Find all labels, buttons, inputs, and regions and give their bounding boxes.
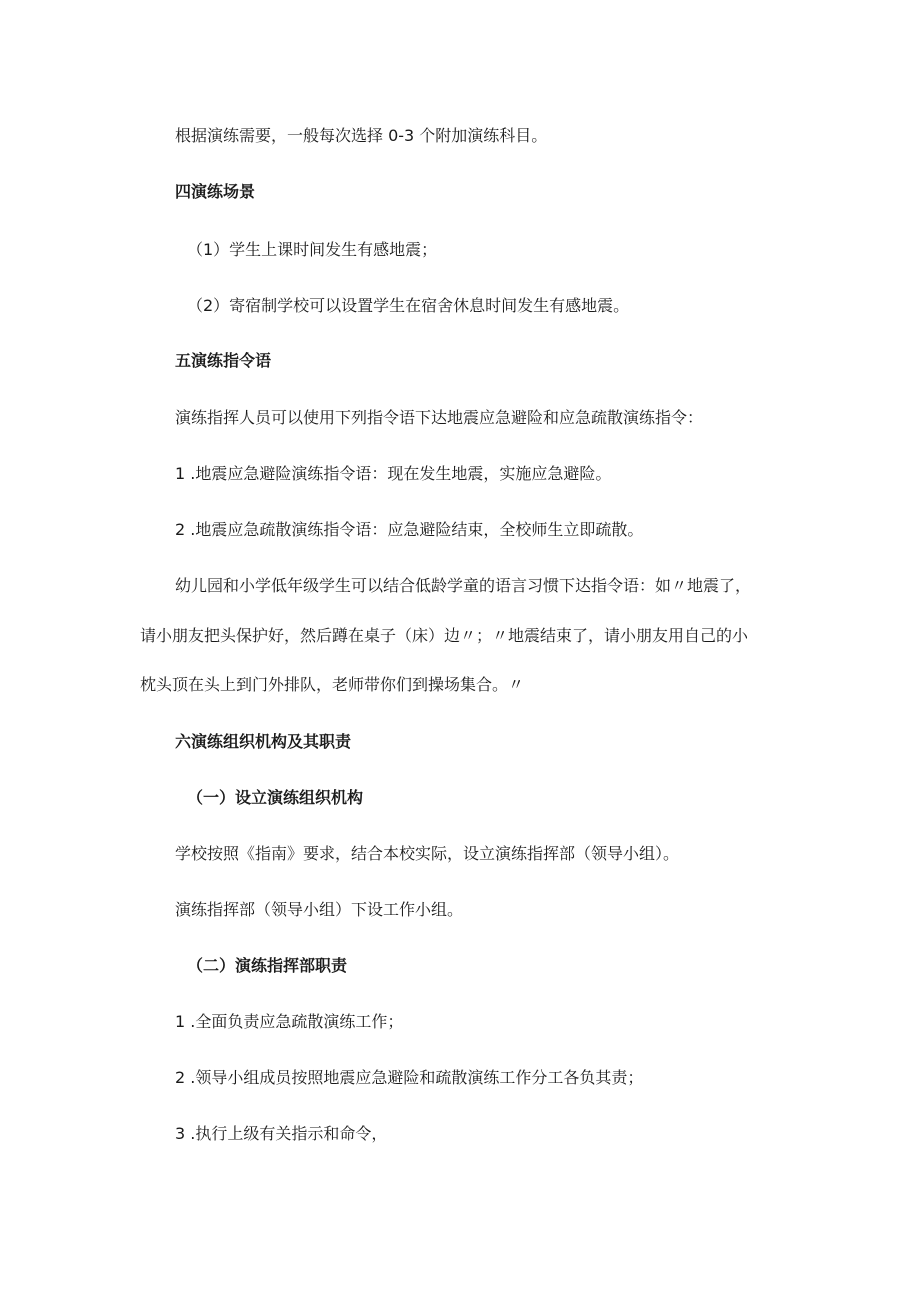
subheading-command-duties: （二）演练指挥部职责 [187, 956, 348, 975]
kindergarten-paragraph-line-3: 枕头顶在头上到门外排队，老师带你们到操场集合。〃 [140, 675, 525, 694]
organization-paragraph-2: 演练指挥部（领导小组）下设工作小组。 [175, 900, 464, 919]
scenario-item-1: （1）学生上课时间发生有感地震； [187, 240, 438, 259]
duty-item-3: 3 .执行上级有关指示和命令， [175, 1124, 388, 1143]
command-item-1: 1 .地震应急避险演练指令语：现在发生地震，实施应急避险。 [175, 464, 612, 483]
intro-paragraph: 根据演练需要，一般每次选择 0-3 个附加演练科目。 [175, 126, 548, 145]
command-item-2: 2 .地震应急疏散演练指令语：应急避险结束，全校师生立即疏散。 [175, 520, 644, 539]
kindergarten-paragraph-line-2: 请小朋友把头保护好，然后蹲在桌子（床）边〃；〃地震结束了，请小朋友用自己的小 [140, 626, 749, 645]
scenario-item-2: （2）寄宿制学校可以设置学生在宿舍休息时间发生有感地震。 [187, 296, 630, 315]
duty-item-1: 1 .全面负责应急疏散演练工作； [175, 1012, 404, 1031]
section-heading-organization: 六演练组织机构及其职责 [175, 732, 352, 751]
section-heading-commands: 五演练指令语 [175, 351, 272, 370]
section-heading-scenario: 四演练场景 [175, 182, 256, 201]
kindergarten-paragraph-line-1: 幼儿园和小学低年级学生可以结合低龄学童的语言习惯下达指令语：如〃地震了， [175, 576, 752, 595]
duty-item-2: 2 .领导小组成员按照地震应急避险和疏散演练工作分工各负其责； [175, 1068, 644, 1087]
commands-intro: 演练指挥人员可以使用下列指令语下达地震应急避险和应急疏散演练指令： [175, 408, 704, 427]
organization-paragraph-1: 学校按照《指南》要求，结合本校实际，设立演练指挥部（领导小组）。 [175, 844, 680, 863]
subheading-setup-organization: （一）设立演练组织机构 [187, 788, 364, 807]
